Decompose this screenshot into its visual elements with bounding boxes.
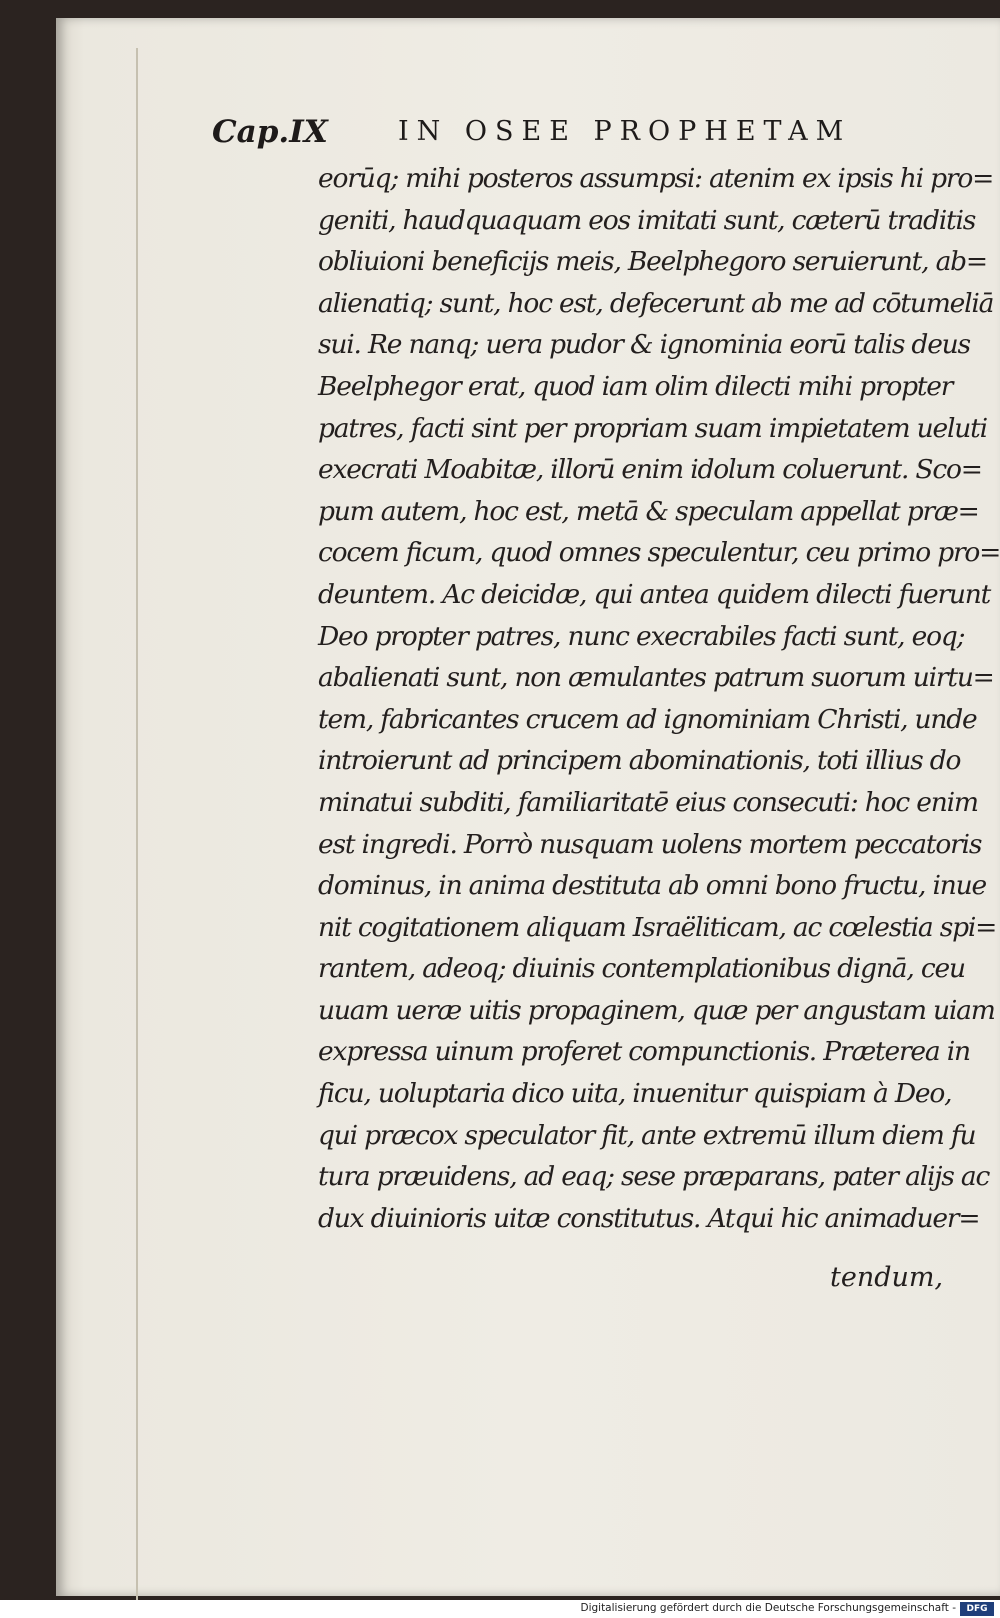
- text-line: rantem, adeoq; diuinis contemplationibus dignā, ceu: [318, 953, 965, 985]
- text-line: Beelphegor erat, quod iam olim dilecti mihi propter: [318, 370, 953, 402]
- text-line: est ingredi. Porrò nusquam uolens mortem peccatoris: [318, 828, 982, 860]
- chapter-label: Cap.IX: [212, 114, 328, 150]
- text-line: geniti, haudquaquam eos imitati sunt, cæterū traditis: [318, 204, 976, 236]
- text-line: patres, facti sint per propriam suam impietatem ueluti: [318, 412, 987, 444]
- text-line: uuam ueræ uitis propaginem, quæ per angustam uiam: [318, 994, 995, 1026]
- text-line: tem, fabricantes crucem ad ignominiam Christi, unde: [318, 703, 977, 735]
- dfg-logo-icon: DFG: [960, 1602, 994, 1616]
- text-line: alienatiq; sunt, hoc est, defecerunt ab me ad cōtumeliā: [318, 287, 994, 319]
- text-line: tura præuidens, ad eaq; sese præparans, pater alijs ac: [318, 1161, 990, 1193]
- text-line: abalienati sunt, non æmulantes patrum suorum uirtu=: [318, 662, 994, 694]
- text-line: nit cogitationem aliquam Israëliticam, ac cœlestia spi=: [318, 911, 997, 943]
- text-line: ficu, uoluptaria dico uita, inuenitur quispiam à Deo,: [318, 1078, 952, 1110]
- text-line: eorūq; mihi posteros assumpsi: atenim ex ipsis hi pro=: [318, 163, 994, 194]
- text-line: dux diuinioris uitæ constitutus. Atqui hic animaduer=: [318, 1202, 980, 1234]
- running-head: [212, 114, 872, 154]
- body-text: [318, 158, 1000, 1239]
- text-line: execrati Moabitæ, illorū enim idolum coluerunt. Sco=: [318, 454, 982, 486]
- text-line: introierunt ad principem abominationis, toti illius do: [318, 745, 961, 777]
- catchword: tendum,: [830, 1262, 944, 1293]
- funding-credit: Digitalisierung gefördert durch die Deutsche Forschungsgemeinschaft -: [580, 1602, 956, 1614]
- book-title: IN OSEE PROPHETAM: [398, 116, 852, 147]
- text-line: sui. Re nanq; uera pudor & ignominia eorū talis deus: [318, 329, 970, 361]
- text-line: obliuioni beneficijs meis, Beelphegoro seruierunt, ab=: [318, 246, 987, 278]
- text-line: Deo propter patres, nunc execrabiles facti sunt, eoq;: [318, 620, 965, 652]
- footer-bar: [0, 1600, 1000, 1618]
- text-line: qui præcox speculator fit, ante extremū illum diem fu: [318, 1119, 976, 1151]
- text-line: cocem ficum, quod omnes speculentur, ceu primo pro=: [318, 537, 1000, 569]
- text-line: expressa uinum proferet compunctionis. Præterea in: [318, 1036, 970, 1068]
- text-line: dominus, in anima destituta ab omni bono fructu, inue: [318, 870, 986, 902]
- text-line: deuntem. Ac deicidæ, qui antea quidem dilecti fuerunt: [318, 578, 991, 610]
- text-line: minatui subditi, familiaritatē eius consecuti: hoc enim: [318, 786, 978, 818]
- text-line: pum autem, hoc est, metā & speculam appellat præ=: [318, 495, 979, 527]
- page-gutter: [136, 48, 138, 1608]
